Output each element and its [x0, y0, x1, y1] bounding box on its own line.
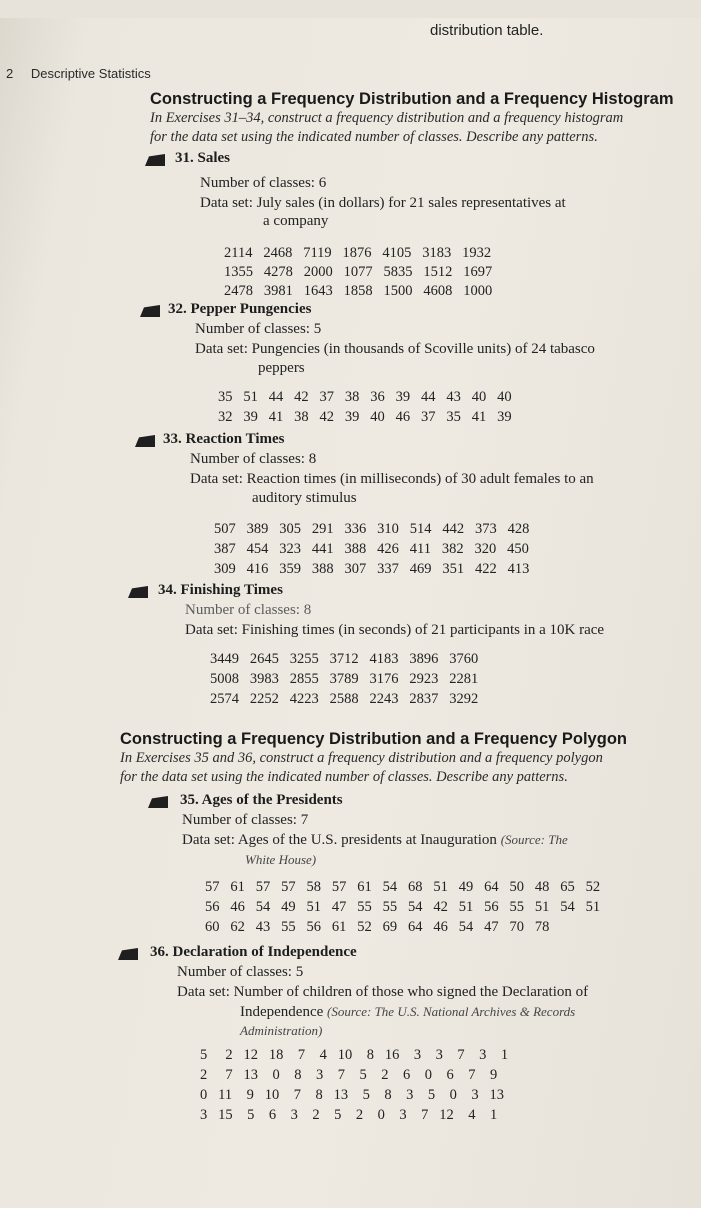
ex31-data-row: 2478 3981 1643 1858 1500 4608 1000	[224, 283, 493, 299]
ex31-dataset-line1: Data set: July sales (in dollars) for 21 sales representatives at	[200, 195, 566, 211]
section1-intro-line2: for the data set using the indicated number of classes. Describe any patterns.	[150, 129, 598, 145]
ex35-data-row: 57 61 57 57 58 57 61 54 68 51 49 64 50 48 65 52	[205, 879, 601, 895]
ex36-data-row: 5 2 12 18 7 4 10 8 16 3 3 7 3 1	[200, 1047, 509, 1063]
ex35-dataset-text: Data set: Ages of the U.S. presidents at Inauguration	[182, 832, 497, 848]
ex32-classes: Number of classes: 5	[195, 321, 322, 337]
ex33-data-row: 387 454 323 441 388 426 411 382 320 450	[214, 541, 529, 557]
ex32-dataset-line1: Data set: Pungencies (in thousands of Scoville units) of 24 tabasco	[195, 341, 595, 357]
top-fragment: distribution table.	[430, 22, 544, 39]
ex34-classes: Number of classes: 8	[185, 602, 312, 618]
exercise-icon	[140, 305, 160, 317]
ex33-dataset-line2: auditory stimulus	[252, 490, 357, 506]
exercise-icon	[128, 586, 148, 598]
ex34-data-row: 3449 2645 3255 3712 4183 3896 3760	[210, 651, 479, 667]
exercise-icon	[148, 796, 168, 808]
section1-intro-line1: In Exercises 31–34, construct a frequency distribution and a frequency histogram	[150, 110, 624, 126]
ex36-data-row: 2 7 13 0 8 3 7 5 2 6 0 6 7 9	[200, 1067, 498, 1083]
ex35-dataset-line1	[182, 832, 568, 849]
exercise-icon	[135, 435, 155, 447]
ex36-data-row: 0 11 9 10 7 8 13 5 8 3 5 0 3 13	[200, 1087, 504, 1103]
ex31-data-row: 1355 4278 2000 1077 5835 1512 1697	[224, 264, 493, 280]
ex36-source: (Source: The U.S. National Archives & Records	[327, 1004, 576, 1019]
running-header	[6, 66, 151, 81]
ex31-title: 31. Sales	[175, 150, 231, 166]
ex34-dataset-line1: Data set: Finishing times (in seconds) of 21 participants in a 10K race	[185, 622, 605, 638]
ex36-dataset-line2	[240, 1004, 575, 1021]
exercise-icon	[118, 948, 138, 960]
ex33-data-row: 507 389 305 291 336 310 514 442 373 428	[214, 521, 530, 537]
ex32-data-row: 32 39 41 38 42 39 40 46 37 35 41 39	[218, 409, 512, 425]
textbook-page	[0, 18, 701, 1208]
ex32-dataset-line2: peppers	[258, 360, 305, 376]
ex33-title: 33. Reaction Times	[163, 431, 285, 447]
chapter-title: Descriptive Statistics	[30, 66, 151, 81]
ex32-data-row: 35 51 44 42 37 38 36 39 44 43 40 40	[218, 389, 512, 405]
ex32-title: 32. Pepper Pungencies	[168, 301, 312, 317]
ex35-data-row: 60 62 43 55 56 61 52 69 64 46 54 47 70 78	[205, 919, 550, 935]
exercise-icon	[145, 154, 165, 166]
section1-heading: Constructing a Frequency Distribution and a Frequency Histogram	[150, 90, 674, 108]
ex33-classes: Number of classes: 8	[190, 451, 317, 467]
ex31-classes: Number of classes: 6	[200, 175, 327, 191]
section2-intro-line2: for the data set using the indicated number of classes. Describe any patterns.	[120, 769, 568, 785]
ex34-data-row: 5008 3983 2855 3789 3176 2923 2281	[210, 671, 479, 687]
ex31-dataset-line2: a company	[263, 213, 329, 229]
ex31-data-row: 2114 2468 7119 1876 4105 3183 1932	[224, 245, 492, 261]
ex35-title: 35. Ages of the Presidents	[180, 792, 343, 808]
ex36-title: 36. Declaration of Independence	[150, 944, 357, 960]
ex36-dataset-text: Independence	[240, 1004, 324, 1020]
ex36-dataset-line1: Data set: Number of children of those who signed the Declaration of	[177, 984, 589, 1000]
ex34-title: 34. Finishing Times	[158, 582, 283, 598]
ex33-dataset-line1: Data set: Reaction times (in milliseconds) of 30 adult females to an	[190, 471, 594, 487]
section2-heading: Constructing a Frequency Distribution and a Frequency Polygon	[120, 730, 627, 748]
ex35-source: (Source: The	[500, 832, 568, 847]
ex36-data-row: 3 15 5 6 3 2 5 2 0 3 7 12 4 1	[200, 1107, 498, 1123]
ex36-source-line2: Administration)	[240, 1023, 323, 1038]
section2-intro-line1: In Exercises 35 and 36, construct a frequency distribution and a frequency polygon	[120, 750, 603, 766]
ex34-data-row: 2574 2252 4223 2588 2243 2837 3292	[210, 691, 479, 707]
ex35-source-line2: White House)	[245, 852, 317, 867]
ex35-classes: Number of classes: 7	[182, 812, 309, 828]
ex35-data-row: 56 46 54 49 51 47 55 55 54 42 51 56 55 51 54 51	[205, 899, 601, 915]
ex36-classes: Number of classes: 5	[177, 964, 304, 980]
ex33-data-row: 309 416 359 388 307 337 469 351 422 413	[214, 561, 530, 577]
page-number: 2	[6, 66, 14, 81]
